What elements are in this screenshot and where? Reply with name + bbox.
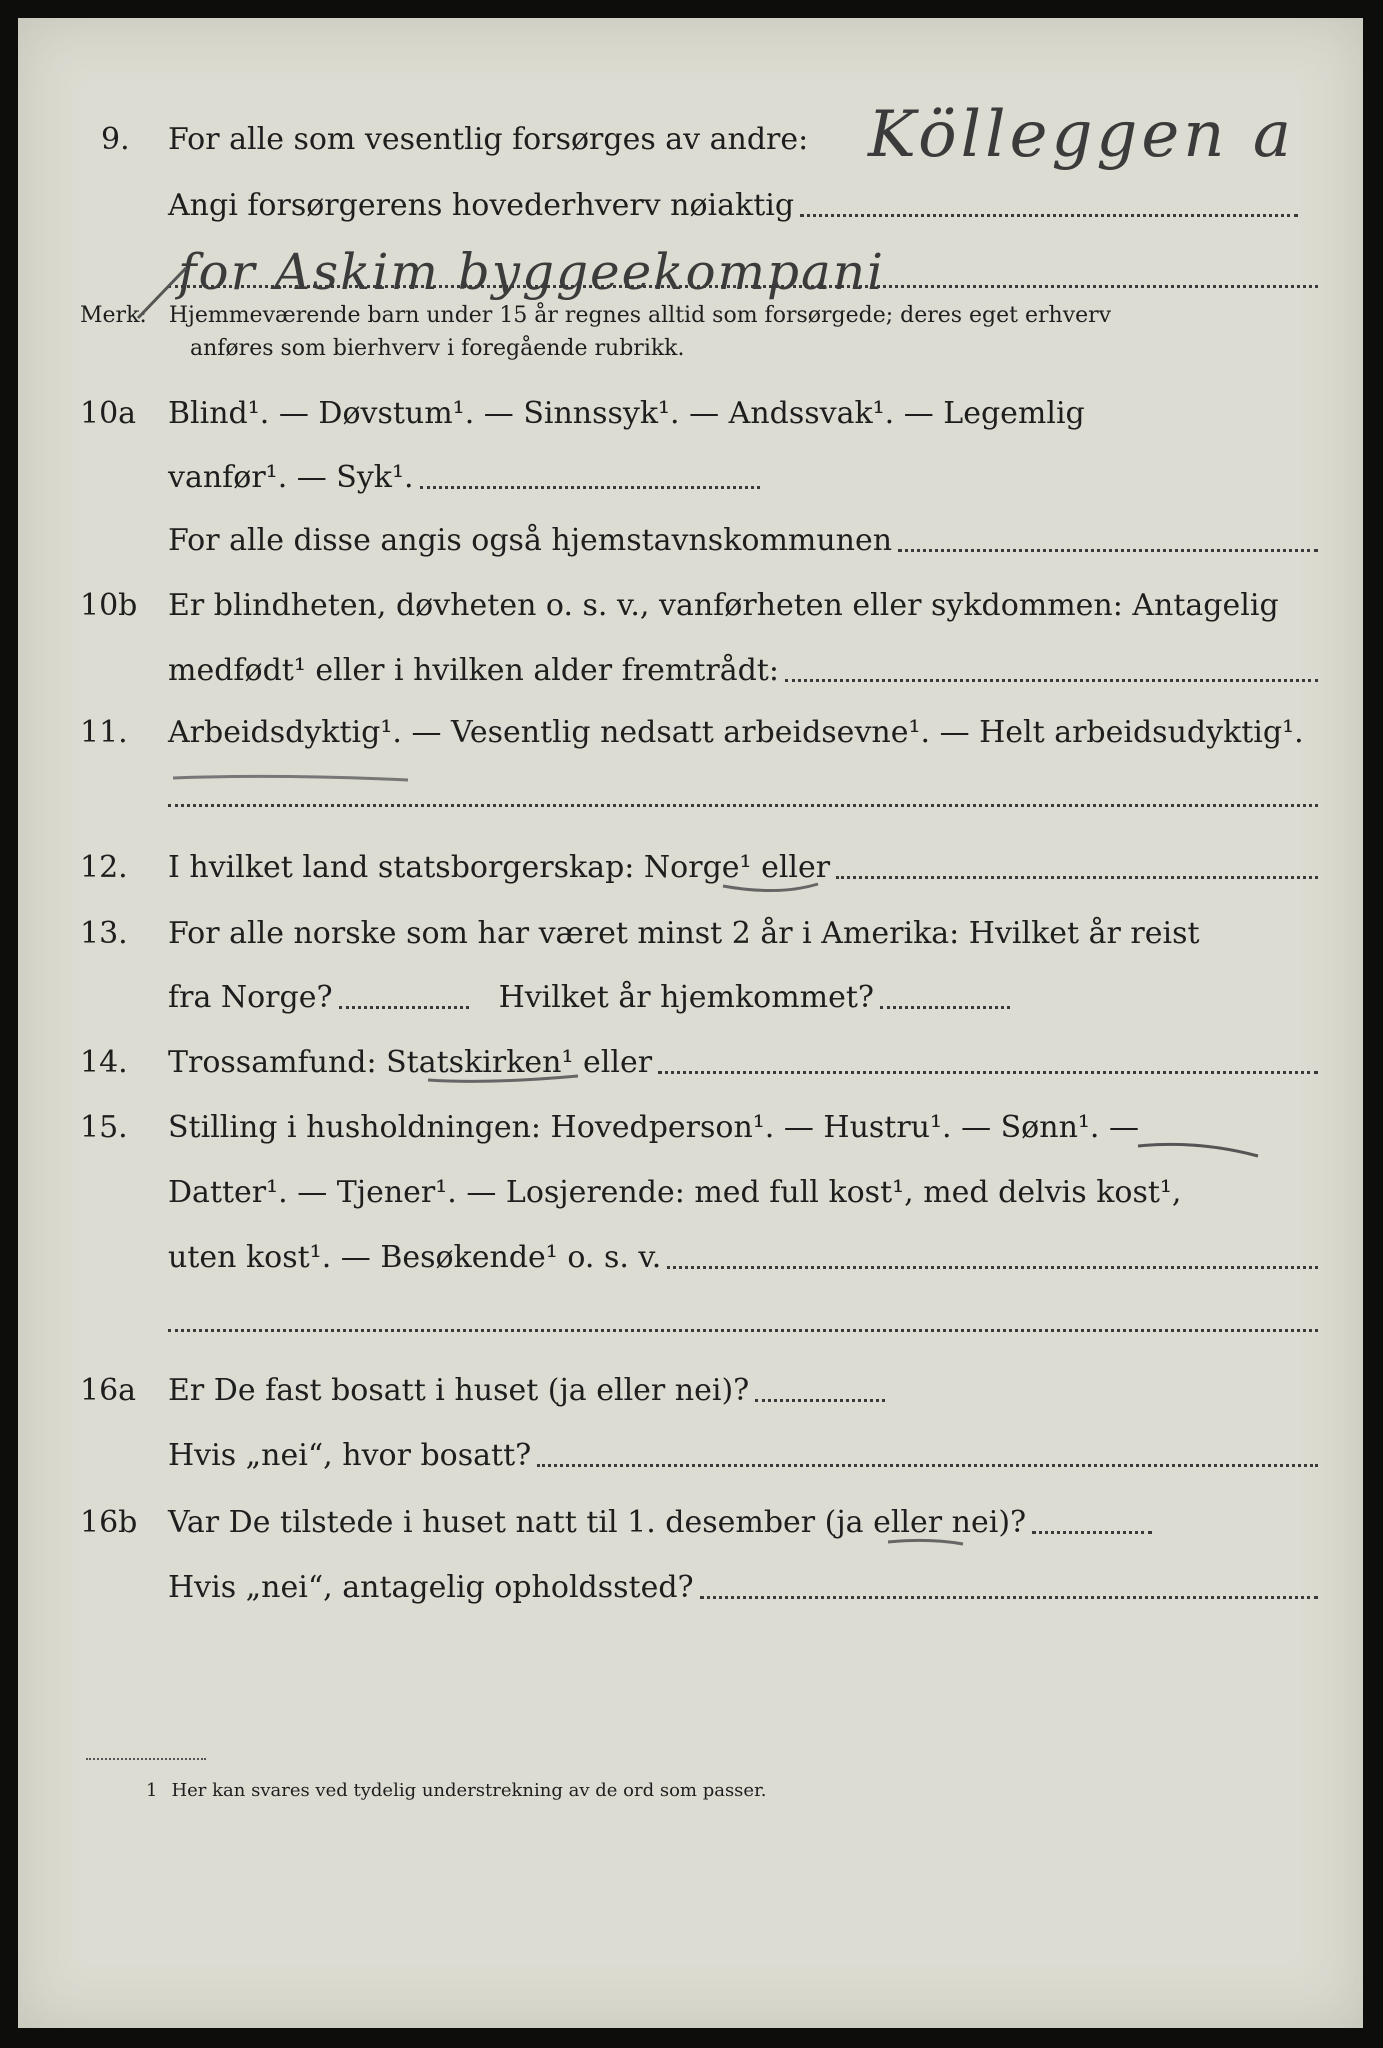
- q10b-text-2: medfødt¹ eller i hvilken alder fremtrådt:: [168, 653, 779, 688]
- pencil-marks: [18, 18, 1363, 2028]
- q16b-number: 16b: [80, 1505, 138, 1540]
- q11-number: 11.: [80, 715, 128, 750]
- mark-diagonal: [138, 268, 186, 318]
- q12-number: 12.: [80, 850, 128, 885]
- q9-answer-occupation: Kölleggen a: [868, 98, 1295, 172]
- q10a-number: 10a: [80, 396, 137, 431]
- mark-ja-underline: [888, 1540, 963, 1544]
- q10a-text-3: For alle disse angis også hjemstavnskommunen: [168, 523, 893, 558]
- q12-text-1: I hvilket land statsborgerskap: Norge¹ eller: [168, 850, 831, 885]
- q15-text-1: Stilling i husholdningen: Hovedperson¹. — Hustru¹. — Sønn¹. —: [168, 1110, 1139, 1145]
- q9-question-text: For alle som vesentlig forsørges av andre:: [168, 122, 809, 157]
- q9-number: 9.: [101, 122, 130, 157]
- q13-text-1: For alle norske som har været minst 2 år i Amerika: Hvilket år reist: [168, 916, 1200, 951]
- footnote: [146, 1780, 766, 1801]
- merk-text-2: anføres som bierhverv i foregående rubrikk.: [190, 336, 685, 361]
- footnote-text: Her kan svares ved tydelig understrekning av de ord som passer.: [171, 1780, 767, 1801]
- census-form-page: [18, 18, 1363, 2028]
- q16b-text-2: Hvis „nei“, antagelig opholdssted?: [168, 1570, 694, 1605]
- footnote-rule: [86, 1758, 206, 1760]
- mark-statskirken-underline: [428, 1076, 578, 1081]
- q11-text-1: Arbeidsdyktig¹. — Vesentlig nedsatt arbeidsevne¹. — Helt arbeidsudyktig¹.: [168, 715, 1304, 750]
- q15-text-2: Datter¹. — Tjener¹. — Losjerende: med full kost¹, med delvis kost¹,: [168, 1175, 1182, 1210]
- q13-text-2a: fra Norge?: [168, 980, 333, 1015]
- q9-provider-text: Angi forsørgerens hovederhverv nøiaktig: [168, 188, 795, 223]
- mark-norge-underline: [723, 884, 818, 891]
- q9-answer-employer: for Askim byggeekompani: [178, 243, 886, 301]
- q10a-text-1: Blind¹. — Døvstum¹. — Sinnssyk¹. — Andssvak¹. — Legemlig: [168, 396, 1085, 431]
- q13-text-2b: Hvilket år hjemkommet?: [498, 980, 875, 1015]
- q15-text-3: uten kost¹. — Besøkende¹ o. s. v.: [168, 1240, 662, 1275]
- q16b-text-1: Var De tilstede i huset natt til 1. desember (ja eller nei)?: [168, 1505, 1027, 1540]
- q13-number: 13.: [80, 916, 128, 951]
- q14-number: 14.: [80, 1045, 128, 1080]
- q14-text-1: Trossamfund: Statskirken¹ eller: [168, 1045, 653, 1080]
- q15-number: 15.: [80, 1110, 128, 1145]
- q10b-text-1: Er blindheten, døvheten o. s. v., vanførheten eller sykdommen: Antagelig: [168, 588, 1279, 623]
- merk-text-1: Hjemmeværende barn under 15 år regnes alltid som forsørgede; deres eget erhverv: [168, 303, 1112, 328]
- mark-sonn-underline: [1138, 1144, 1258, 1156]
- footnote-mark: 1: [146, 1780, 158, 1801]
- q16a-text-2: Hvis „nei“, hvor bosatt?: [168, 1438, 532, 1473]
- q16a-number: 16a: [80, 1373, 137, 1408]
- q10a-text-2: vanfør¹. — Syk¹.: [168, 460, 414, 495]
- q10b-number: 10b: [80, 588, 138, 623]
- merk-label: Merk:: [80, 303, 147, 328]
- mark-q11-underline: [173, 776, 408, 780]
- q16a-text-1: Er De fast bosatt i huset (ja eller nei)?: [168, 1373, 750, 1408]
